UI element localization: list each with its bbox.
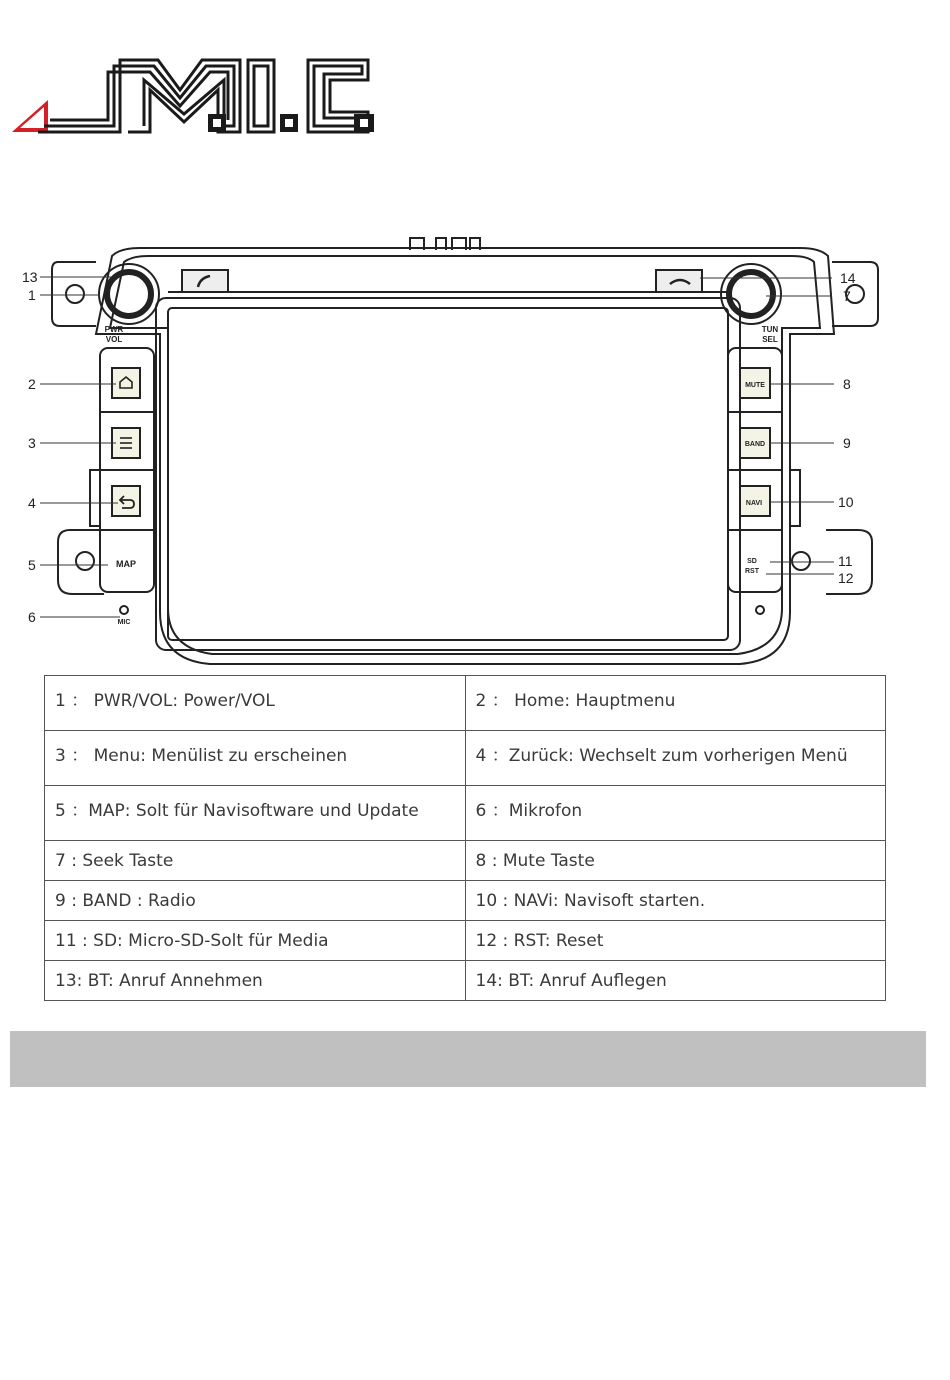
callout-12: 12 (838, 570, 854, 586)
table-row (45, 881, 886, 921)
legend-cell: 2 ： Home: Hauptmenu (465, 676, 886, 731)
table-row (45, 961, 886, 1001)
table-row (45, 786, 886, 841)
callout-1: 1 (28, 287, 36, 303)
legend-cell: 13: BT: Anruf Annehmen (45, 961, 466, 1001)
navi-button-label: NAVI (745, 500, 763, 507)
callout-14: 14 (840, 270, 856, 286)
callout-8: 8 (843, 376, 851, 392)
section-divider-band (10, 1031, 926, 1087)
callout-2: 2 (28, 376, 36, 392)
band-button-label: BAND (744, 441, 766, 448)
callout-3: 3 (28, 435, 36, 451)
tun-label: TUN (761, 325, 779, 334)
callout-13: 13 (22, 269, 38, 285)
mic-logo (8, 50, 378, 142)
legend-cell: 7 : Seek Taste (45, 841, 466, 881)
legend-cell: 4 ：Zurück: Wechselt zum vorherigen Menü (465, 731, 886, 786)
callout-9: 9 (843, 435, 851, 451)
callout-5: 5 (28, 557, 36, 573)
legend-cell: 1 ： PWR/VOL: Power/VOL (45, 676, 466, 731)
sd-label: SD (747, 558, 757, 565)
map-button-label: MAP (116, 559, 136, 569)
legend-cell: 6 ：Mikrofon (465, 786, 886, 841)
callout-11: 11 (838, 553, 853, 569)
callout-6: 6 (28, 609, 36, 625)
pwr-label: PWR (104, 325, 124, 334)
callout-10: 10 (838, 494, 854, 510)
callout-7: 7 (843, 288, 851, 304)
legend-cell: 5 ：MAP: Solt für Navisoftware und Update (45, 786, 466, 841)
legend-cell: 11 : SD: Micro-SD-Solt für Media (45, 921, 466, 961)
head-unit-diagram (0, 228, 950, 676)
legend-cell: 8 : Mute Taste (465, 841, 886, 881)
table-row (45, 921, 886, 961)
legend-table (44, 675, 886, 1001)
rst-label: RST (745, 568, 759, 575)
table-row (45, 676, 886, 731)
legend-cell: 12 : RST: Reset (465, 921, 886, 961)
table-row (45, 841, 886, 881)
callout-4: 4 (28, 495, 36, 511)
mic-label: MIC (117, 619, 131, 626)
legend-cell: 10 : NAVi: Navisoft starten. (465, 881, 886, 921)
table-row (45, 731, 886, 786)
legend-cell: 14: BT: Anruf Auflegen (465, 961, 886, 1001)
vol-label: VOL (105, 335, 123, 344)
legend-cell: 9 : BAND : Radio (45, 881, 466, 921)
sel-label: SEL (762, 335, 778, 344)
legend-cell: 3 ： Menu: Menülist zu erscheinen (45, 731, 466, 786)
mute-button-label: MUTE (745, 382, 765, 389)
